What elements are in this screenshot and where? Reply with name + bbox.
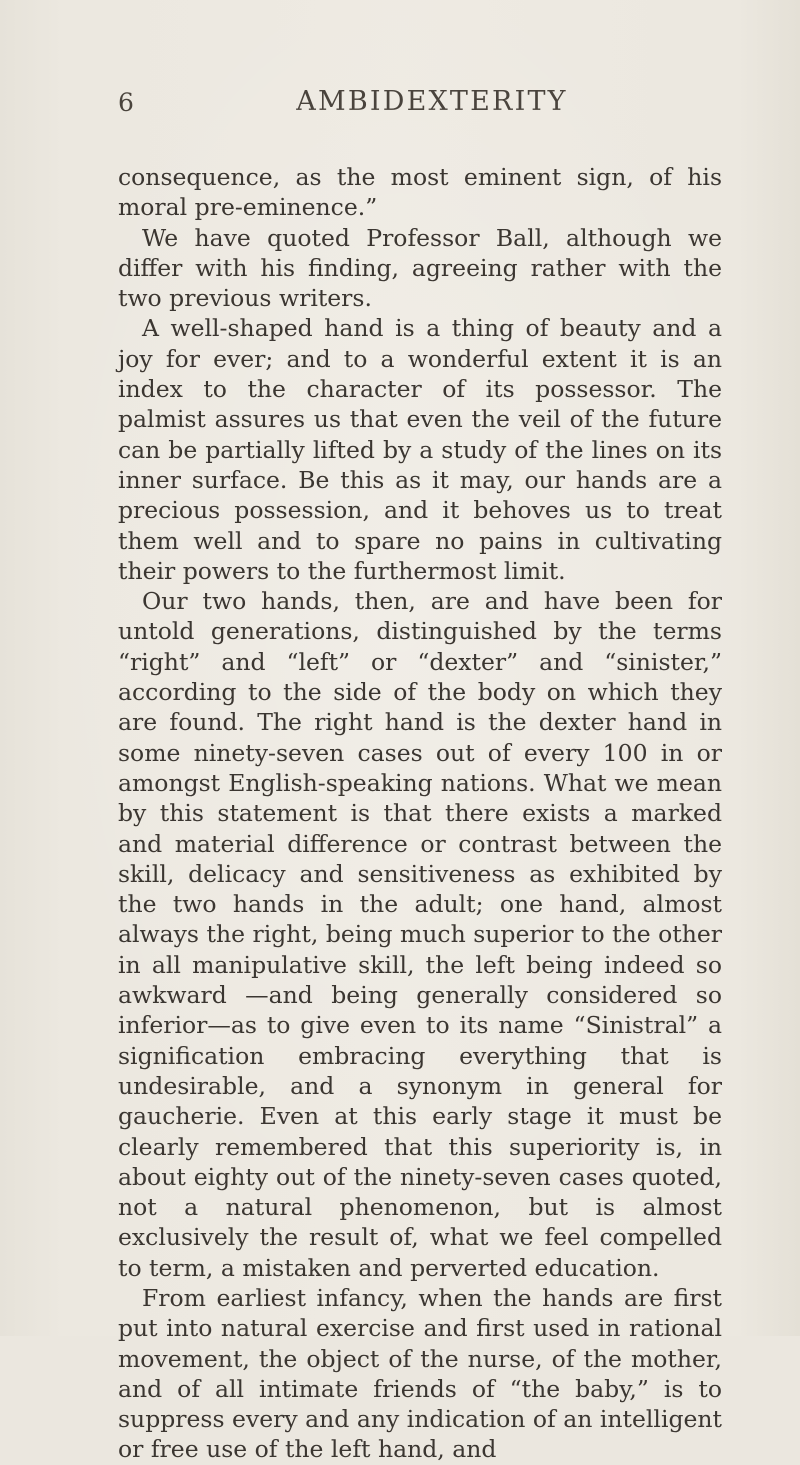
paragraph: We have quoted Professor Ball, although we differ with his finding, agreeing rather with the two previous writers. xyxy=(118,223,722,313)
paragraph: A well-shaped hand is a thing of beauty and a joy for ever; and to a wonderful extent it is an index to the character of its possessor. The palmist assures us that even the veil of the future can be partially lifted by a study of the lines on its inner surface. Be this as it may, our hands are a precious possession, and it behoves us to treat them well and to spare no pains in cultivating their powers to the furthermost limit. xyxy=(118,314,722,585)
body-text xyxy=(118,162,722,1465)
paragraph-continued: consequence, as the most eminent sign, of his moral pre-eminence.” xyxy=(118,163,722,222)
running-title: AMBIDEXTERITY xyxy=(296,86,568,117)
paragraph: From earliest infancy, when the hands are first put into natural exercise and first used in rational movement, the object of the nurse, of the mother, and of all intimate friends of “the baby,” is to suppress every and any indication of an intelligent or free use of the left hand, and xyxy=(118,1283,722,1464)
page-number: 6 xyxy=(118,88,134,117)
paragraph: Our two hands, then, are and have been for untold generations, distinguished by the terms “right” and “left” or “dexter” and “sinister,” according to the side of the body on which they are found. The right hand is the dexter hand in some ninety-seven cases out of every 100 in or amongst English-speaking nations. What we mean by this statement is that there exists a marked and material difference or contrast between the skill, delicacy and sensitiveness as exhibited by the two hands in the adult; one hand, almost always the right, being much superior to the other in all manipulative skill, the left being indeed so awkward —and being generally considered so inferior—as to give even to its name “Sinistral” a signification embracing everything that is undesirable, and a synonym in general for gaucherie. Even at this early stage it must be clearly remembered that this superiority is, in about eighty out of the ninety-seven cases quoted, not a natural phenomenon, but is almost exclusively the result of, what we feel compelled to term, a mistaken and perverted education. xyxy=(118,587,722,1282)
page-header xyxy=(118,88,722,128)
